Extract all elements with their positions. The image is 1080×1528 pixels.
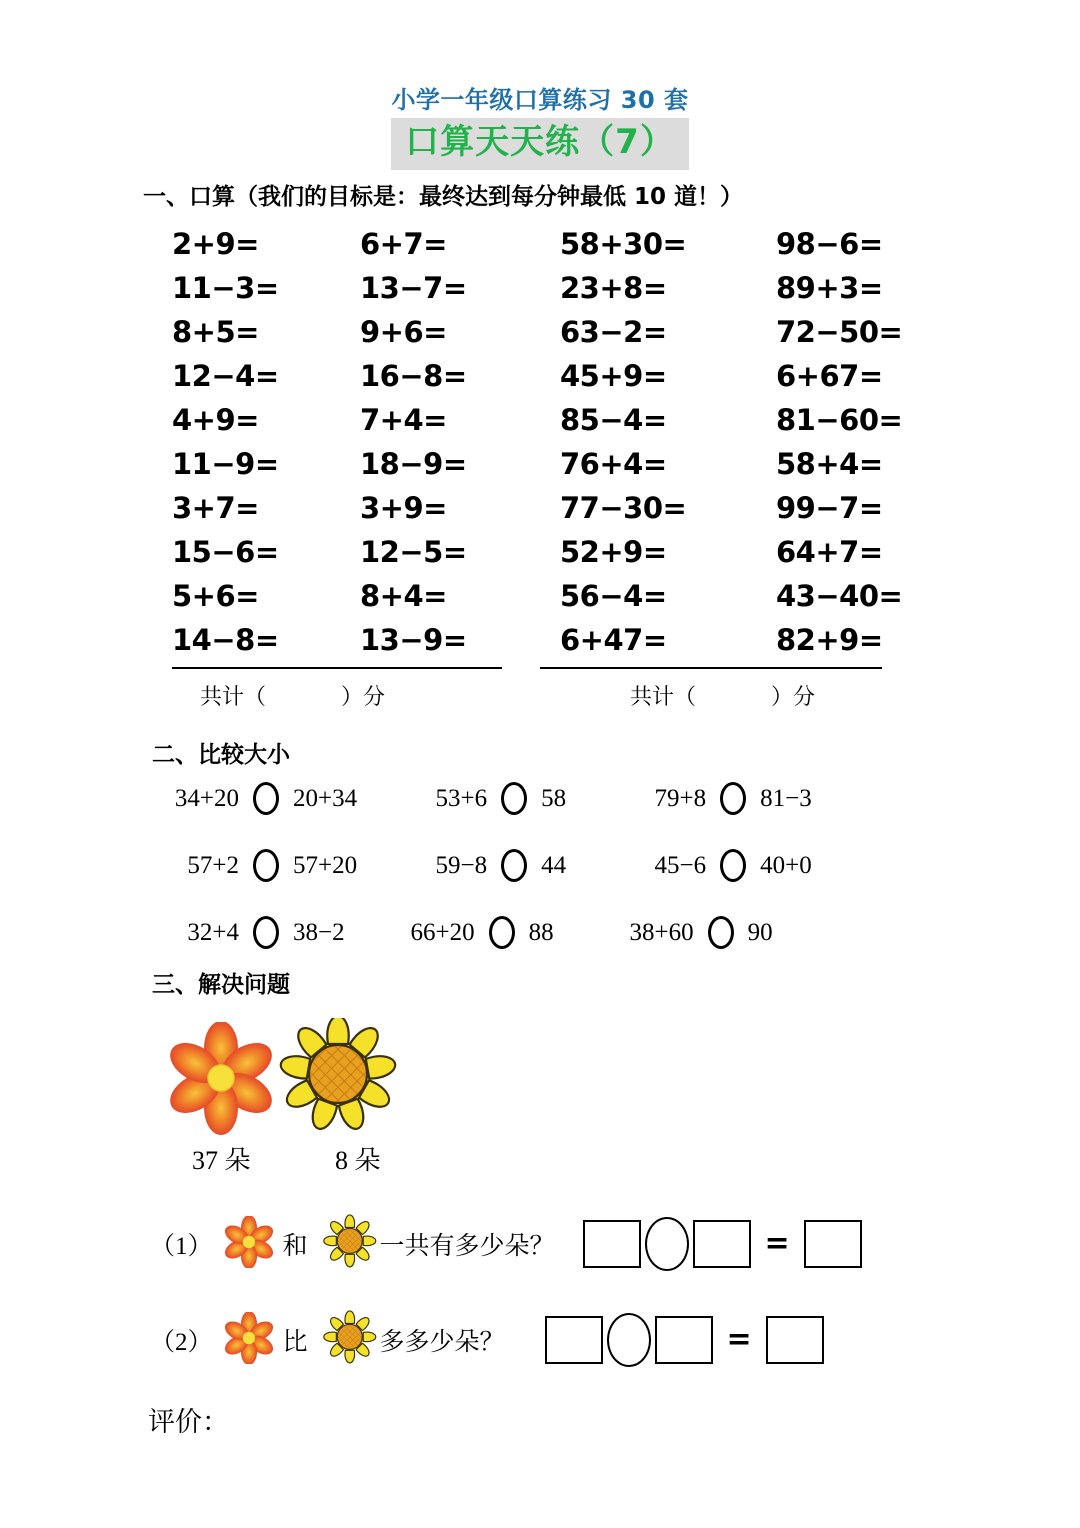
calc-problem[interactable]: 3+9= [360, 491, 447, 525]
answer-box[interactable] [545, 1316, 603, 1364]
evaluation-label: 评价： [148, 1407, 229, 1437]
comparison-circle[interactable] [253, 849, 279, 882]
red-flower-icon [168, 1022, 278, 1145]
compare-left-expression: 38+60 [629, 918, 694, 946]
calc-problem[interactable]: 99−7= [776, 491, 883, 525]
calc-problem[interactable]: 5+6= [172, 579, 259, 613]
compare-left-expression: 34+20 [174, 784, 239, 812]
red-flower-icon [223, 1216, 275, 1273]
question-1-label: （1） [150, 1233, 213, 1260]
section-3-heading: 三、解决问题 [152, 972, 290, 998]
compare-left-expression: 53+6 [435, 784, 488, 812]
worksheet-title-container [0, 118, 1080, 170]
sunflower-icon [322, 1310, 378, 1371]
calc-problem[interactable]: 13−9= [360, 623, 467, 657]
calc-problem[interactable]: 8+4= [360, 579, 447, 613]
calc-problem[interactable]: 77−30= [560, 491, 687, 525]
question-1-tail-text: 一共有多少朵？ [379, 1231, 555, 1260]
calc-problem[interactable]: 81−60= [776, 403, 903, 437]
comparison-circle[interactable] [708, 916, 734, 949]
operator-circle[interactable] [645, 1217, 689, 1271]
compare-sizes-grid [165, 782, 925, 983]
calc-problem[interactable]: 6+67= [776, 359, 883, 393]
calc-problem[interactable]: 76+4= [560, 447, 667, 481]
calc-problem[interactable]: 6+47= [560, 623, 667, 657]
calc-problem[interactable]: 12−5= [360, 535, 467, 569]
flower-illustrations [160, 1022, 460, 1142]
red-flower-icon [223, 1312, 275, 1369]
compare-right-expression: 58 [541, 784, 567, 812]
calc-problem[interactable]: 13−7= [360, 271, 467, 305]
calc-problem[interactable]: 52+9= [560, 535, 667, 569]
totals-divider-left [172, 667, 502, 669]
question-1-answer-row [583, 1217, 862, 1271]
total-score-left [200, 680, 385, 711]
compare-left-expression: 45−6 [654, 851, 707, 879]
calc-problem[interactable]: 63−2= [560, 315, 667, 349]
word-problem-2 [150, 1300, 1050, 1380]
calc-problem[interactable]: 82+9= [776, 623, 883, 657]
calc-problem[interactable]: 12−4= [172, 359, 279, 393]
totals-divider-right [540, 667, 882, 669]
compare-item [413, 849, 566, 882]
comparison-circle[interactable] [253, 916, 279, 949]
total-score-right [630, 680, 815, 711]
word-problem-1 [150, 1204, 1050, 1284]
sunflower-count-label: 8 朵 [335, 1146, 381, 1175]
calc-problem[interactable]: 72−50= [776, 315, 903, 349]
question-1-mid-text: 和 [282, 1231, 308, 1260]
sunflower-icon [322, 1214, 378, 1275]
calc-problem[interactable]: 11−9= [172, 447, 279, 481]
compare-item [618, 849, 812, 882]
compare-right-expression: 20+34 [293, 784, 358, 812]
total-suffix-left: ）分 [341, 684, 386, 709]
calc-problem[interactable]: 23+8= [560, 271, 667, 305]
calc-problem[interactable]: 14−8= [172, 623, 279, 657]
compare-left-expression: 32+4 [187, 918, 239, 946]
comparison-circle[interactable] [501, 782, 527, 815]
compare-right-expression: 44 [541, 851, 567, 879]
question-2-mid-text: 比 [282, 1327, 308, 1356]
calc-problem[interactable]: 45+9= [560, 359, 667, 393]
compare-item [165, 849, 357, 882]
compare-item [618, 782, 812, 815]
red-flower-count-label: 37 朵 [192, 1146, 251, 1175]
total-prefix-left: 共计（ [200, 684, 267, 709]
calc-problem[interactable]: 15−6= [172, 535, 279, 569]
compare-right-expression: 90 [747, 918, 773, 946]
question-2-answer-row [545, 1313, 824, 1367]
compare-right-expression: 40+0 [760, 851, 812, 879]
sunflower-icon [278, 1018, 403, 1145]
page-title: 口算天天练（7） [391, 118, 689, 170]
comparison-circle[interactable] [253, 782, 279, 815]
worksheet-subtitle: 小学一年级口算练习 30 套 [391, 86, 689, 114]
answer-box[interactable] [583, 1220, 641, 1268]
compare-row [165, 849, 925, 916]
compare-left-expression: 79+8 [654, 784, 707, 812]
compare-right-expression: 81−3 [760, 784, 812, 812]
calc-problem[interactable]: 64+7= [776, 535, 883, 569]
calc-problem[interactable]: 18−9= [360, 447, 467, 481]
total-suffix-right: ）分 [771, 684, 816, 709]
calc-problem[interactable]: 58+4= [776, 447, 883, 481]
calc-problem[interactable]: 85−4= [560, 403, 667, 437]
calc-problem[interactable]: 8+5= [172, 315, 259, 349]
answer-box[interactable] [655, 1316, 713, 1364]
compare-item [165, 782, 357, 815]
calc-problem[interactable]: 4+9= [172, 403, 259, 437]
question-2-tail-text: 多多少朵？ [379, 1327, 505, 1356]
section-1-heading: 一、口算（我们的目标是：最终达到每分钟最低 10 道！） [143, 184, 744, 210]
answer-box[interactable] [804, 1220, 862, 1268]
calc-problem[interactable]: 11−3= [172, 271, 279, 305]
compare-right-expression: 57+20 [293, 851, 358, 879]
comparison-circle[interactable] [720, 849, 746, 882]
equals-sign: = [764, 1226, 790, 1261]
calc-problem[interactable]: 43−40= [776, 579, 903, 613]
comparison-circle[interactable] [720, 782, 746, 815]
section-2-heading: 二、比较大小 [152, 742, 290, 768]
compare-right-expression: 88 [528, 918, 554, 946]
calc-problem[interactable]: 98−6= [776, 227, 883, 261]
total-prefix-right: 共计（ [630, 684, 697, 709]
compare-left-expression: 57+2 [187, 851, 239, 879]
compare-item [606, 916, 773, 949]
calc-problem[interactable]: 89+3= [776, 271, 883, 305]
compare-item [413, 782, 566, 815]
comparison-circle[interactable] [501, 849, 527, 882]
compare-row [165, 782, 925, 849]
oral-arithmetic-grid [172, 222, 908, 662]
calc-problem[interactable]: 58+30= [560, 227, 687, 261]
calc-problem[interactable]: 56−4= [560, 579, 667, 613]
question-2-label: （2） [150, 1329, 213, 1356]
flower-count-labels [160, 1140, 460, 1180]
calc-problem[interactable]: 9+6= [360, 315, 447, 349]
calc-problem[interactable]: 16−8= [360, 359, 467, 393]
operator-circle[interactable] [607, 1313, 651, 1367]
answer-box[interactable] [693, 1220, 751, 1268]
compare-item [401, 916, 554, 949]
compare-right-expression: 38−2 [293, 918, 345, 946]
compare-left-expression: 59−8 [435, 851, 488, 879]
calc-problem[interactable]: 6+7= [360, 227, 447, 261]
calc-problem[interactable]: 7+4= [360, 403, 447, 437]
comparison-circle[interactable] [489, 916, 515, 949]
calc-problem[interactable]: 3+7= [172, 491, 259, 525]
calc-problem[interactable]: 2+9= [172, 227, 259, 261]
compare-left-expression: 66+20 [410, 918, 475, 946]
equals-sign: = [726, 1322, 752, 1357]
answer-box[interactable] [766, 1316, 824, 1364]
compare-item [165, 916, 345, 949]
